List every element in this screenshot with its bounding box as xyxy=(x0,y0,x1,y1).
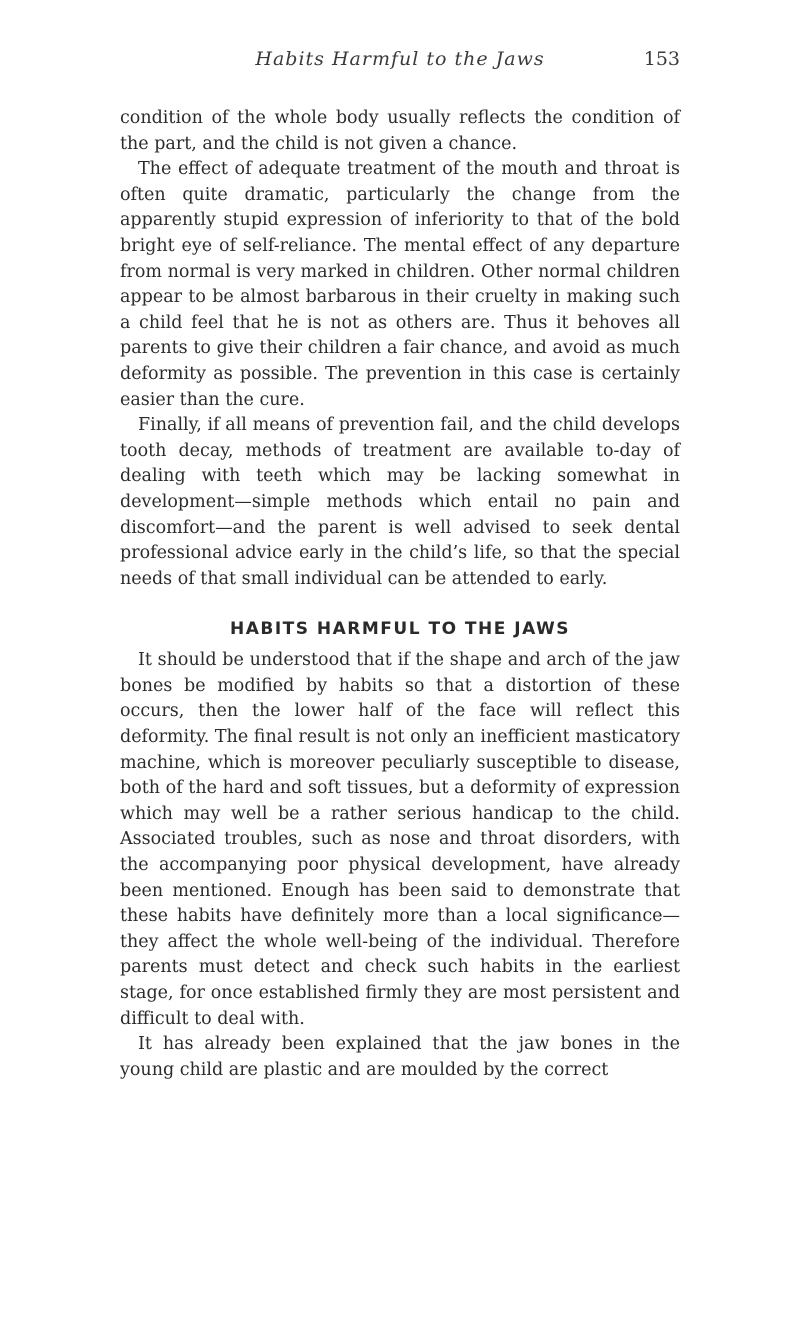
page-number: 153 xyxy=(643,48,680,70)
paragraph: It has already been explained that the jaw bones in the young child are plastic and are moulded by the correct xyxy=(120,1034,680,1080)
paragraph: Finally, if all means of prevention fail, and the child develops tooth decay, methods of treatment are available to-day of dealing with teeth which may be lacking somewhat in development—simple methods which entail no pain and discomfort—and the parent is well advised to seek dental professional advice early in the child’s life, so that the special needs of that small individual can be attended to early. xyxy=(120,415,680,589)
running-head xyxy=(120,48,680,88)
running-title: Habits Harmful to the Jaws xyxy=(255,48,545,70)
paragraph-continued: condition of the whole body usually reflects the condition of the part, and the child is not given a chance. xyxy=(120,108,680,154)
page-body xyxy=(120,106,680,1083)
section-heading: HABITS HARMFUL TO THE JAWS xyxy=(229,619,571,640)
paragraph: It should be understood that if the shape and arch of the jaw bones be modified by habits so that a distortion of these occurs, then the lower half of the face will reflect this deformity. The final result is not only an inefficient masticatory machine, which is moreover peculiarly susceptible to disease, both of the hard and soft tissues, but a deformity of expression which may well be a rather serious handicap to the child. Associated troubles, such as nose and throat disorders, with the accompanying poor physical development, have already been mentioned. Enough has been said to demonstrate that these habits have definitely more than a local significance— they affect the whole well-being of the individual. Therefore parents must detect and check such habits in the earliest stage, for once established firmly they are most persistent and difficult to deal with. xyxy=(120,650,680,1029)
paragraph: The effect of adequate treatment of the mouth and throat is often quite dramatic, particularly the change from the apparently stupid expression of inferiority to that of the bold bright eye of self-reliance. The mental effect of any departure from normal is very marked in children. Other normal children appear to be almost barbarous in their cruelty in making such a child feel that he is not as others are. Thus it behoves all parents to give their children a fair chance, and avoid as much deformity as possible. The prevention in this case is certainly easier than the cure. xyxy=(120,159,680,410)
